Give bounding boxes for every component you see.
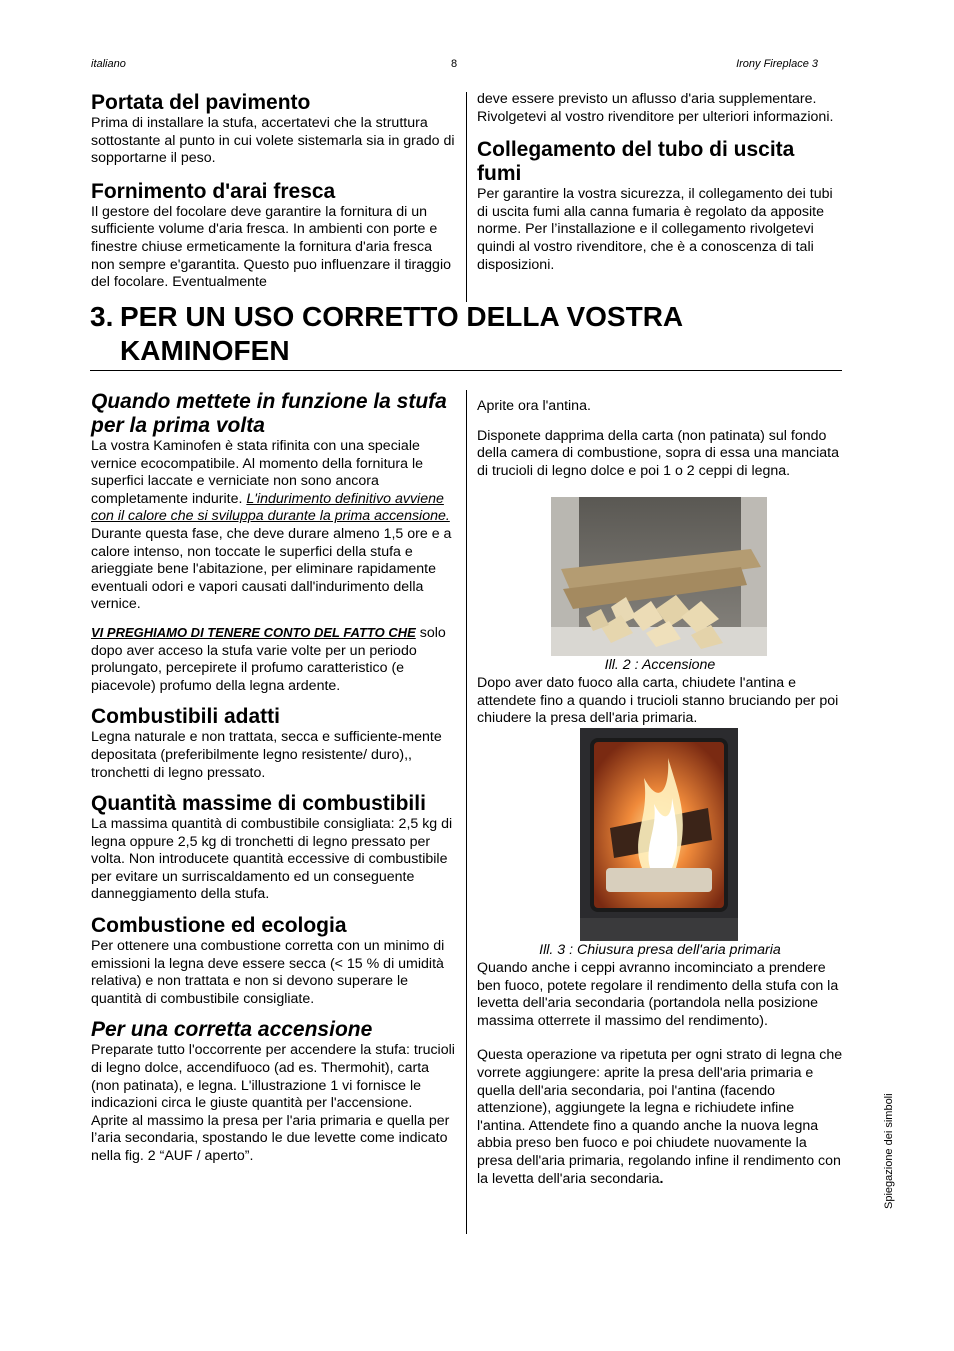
section-text-notice bbox=[91, 624, 457, 695]
text-open-door: Aprite ora l'antina. bbox=[477, 398, 591, 414]
notice-bold: VI PREGHIAMO DI TENERE CONTO DEL FATTO CHE bbox=[91, 624, 416, 640]
right-column bbox=[477, 398, 843, 480]
section-text-floor: Prima di installare la stufa, accertatevi che la struttura sottostante al punto in cui volete sistemarla sia in grado di sopportarne il peso. bbox=[91, 115, 455, 167]
right-column-lower bbox=[477, 960, 843, 1188]
sidebar-label: Spiegazione dei simboli bbox=[883, 1093, 895, 1209]
text-after-fire: Dopo aver dato fuoco alla carta, chiudete l'antina e attendete fino a quando i trucioli stanno bruciando per poi chiudere la presa dell'aria primaria. bbox=[477, 675, 839, 727]
text-place-paper: Disponete dapprima della carta (non patinata) sul fondo della camera di combustione, sopra di essa una manciata di trucioli di legno dolce e poi 1 o 2 ceppi di legna. bbox=[477, 427, 839, 479]
section-title-ignition: Per una corretta accensione bbox=[91, 1018, 373, 1042]
text-when-logs: Quando anche i ceppi avranno incominciato a prendere ben fuoco, potete regolare il rendimento della stufa con la levetta dell'aria secondaria (portandola nella posizione massima otterrete il massimo del rendimento). bbox=[477, 960, 839, 1029]
figure-ignition-photo bbox=[551, 497, 767, 656]
notice-text: solo dopo aver acceso la stufa varie volte per un periodo prolungato, percepirete il profumo caratteristico (e piacevole) profumo della legna ardente. bbox=[91, 624, 446, 694]
figure-caption-ignition: Ill. 2 : Accensione bbox=[604, 657, 716, 673]
section-title-fresh-air: Fornimento d'arai fresca bbox=[91, 179, 336, 203]
first-use-text-2: Durante questa fase, che deve durare almeno 1,5 ore e a calore intenso, non toccate le superfici della stufa e arieggiate bene l'abitazione, per eliminare rapidamente eventuali odori e vapori causati dall'indurimento della vernice. bbox=[91, 525, 452, 613]
header-product: Irony Fireplace 3 bbox=[736, 58, 818, 70]
section-text-fresh-air-cont: deve essere previsto un aflusso d'aria supplementare. Rivolgetevi al vostro rivenditore per ulteriori informazioni. bbox=[477, 91, 834, 125]
header-language: italiano bbox=[91, 58, 126, 70]
figure-caption-air-closing: Ill. 3 : Chiusura presa dell'aria primaria bbox=[539, 942, 781, 958]
first-use-underlined: L'indurimento definitivo avviene con il calore che si sviluppa durante la prima accensione. bbox=[91, 490, 450, 525]
text-repeat-body: Questa operazione va ripetuta per ogni strato di legna che vorrete aggiungere: aprite la presa dell'aria primaria e quella dell'aria secondaria, poi l'antina (facendo attenzione), aggiungete la legna e richiudete infine l'antina. Attendete fino a quando anche la nuova legna abbia preso ben fuoco e poi chiudete nuovamente la presa dell'aria primaria, regolando infine il rendimento con la levetta dell'aria secondaria bbox=[477, 1047, 843, 1187]
top-right-column bbox=[477, 91, 843, 274]
section-text-ignition-1: Preparate tutto l'occorrente per accendere la stufa: trucioli di legno dolce, accendifuoco (ad es. Thermohit), carta (non patinata), e legna. L'illustrazione 1 vi fornisce le indicazioni circa le giuste quantità per l'accensione. bbox=[91, 1042, 455, 1112]
section-title-floor: Portata del pavimento bbox=[91, 91, 311, 114]
section-text-ecology: Per ottenere una combustione corretta con un minimo di emissioni la legna deve essere secca (< 15 % di umidità relativa) e non trattata e non si devono superare le quantità di combustibile consigliate. bbox=[91, 938, 445, 1007]
text-repeat-end: . bbox=[659, 1170, 664, 1187]
section-title-ecology: Combustione ed ecologia bbox=[91, 914, 347, 938]
section-title-quantity: Quantità massime di combustibili bbox=[91, 792, 426, 816]
section-text-quantity: La massima quantità di combustibile consigliata: 2,5 kg di legna oppure 2,5 kg di tronchetti di legno pressato per volta. Non introducete quantità eccessive di combustibile per evitare un surriscaldamento ed un conseguente danneggiamento della stufa. bbox=[91, 816, 453, 903]
section-text-first-use bbox=[91, 438, 457, 614]
section-text-ignition-2: Aprite al massimo la presa per l'aria primaria e quella per l’aria secondaria, spostando le due levette come indicato nella fig. 2 “AUF / aperto”. bbox=[91, 1112, 450, 1164]
chapter-number: 3. bbox=[90, 301, 114, 332]
section-text-flue: Per garantire la vostra sicurezza, il collegamento dei tubi di uscita fumi alla canna fumaria è regolato da apposite norme. Per l’installazione e il collegamento rivolgetevi quindi al vostro rivenditore, che è a conoscenza di tali disposizioni. bbox=[477, 186, 833, 273]
figure-fire-photo bbox=[580, 728, 738, 941]
first-use-text-1: La vostra Kaminofen è stata rifinita con una speciale vernice ecocompatibile. Al momento della fornitura le superfici laccate e verniciate non sono ancora completamente indurite. bbox=[91, 438, 423, 507]
text-repeat bbox=[477, 1047, 843, 1188]
section-title-fuel: Combustibili adatti bbox=[91, 705, 280, 729]
section-title-first-use: Quando mettete in funzione la stufa per la prima volta bbox=[91, 390, 447, 437]
left-column bbox=[91, 390, 457, 1166]
column-divider-top bbox=[466, 92, 467, 302]
section-text-fuel: Legna naturale e non trattata, secca e sufficiente-mente depositata (preferibilmente legno resistente/ duro),, tronchetti di legno pressato. bbox=[91, 729, 442, 781]
top-left-column bbox=[91, 91, 457, 292]
section-title-flue: Collegamento del tubo di uscita fumi bbox=[477, 138, 795, 186]
header-page-number: 8 bbox=[451, 58, 458, 70]
column-divider-bottom bbox=[466, 390, 467, 1234]
chapter-title: PER UN USO CORRETTO DELLA VOSTRA KAMINOFEN bbox=[120, 301, 683, 366]
section-text-fresh-air: Il gestore del focolare deve garantire la fornitura di un sufficiente volume d'aria fresca. In ambienti con porte e finestre chiuse ermeticamente la fornitura d'aria fresca non sempre e'garantita. Questo puo influenzare il tiraggio del focolare. Eventualmente bbox=[91, 203, 451, 291]
chapter-heading bbox=[90, 300, 842, 371]
